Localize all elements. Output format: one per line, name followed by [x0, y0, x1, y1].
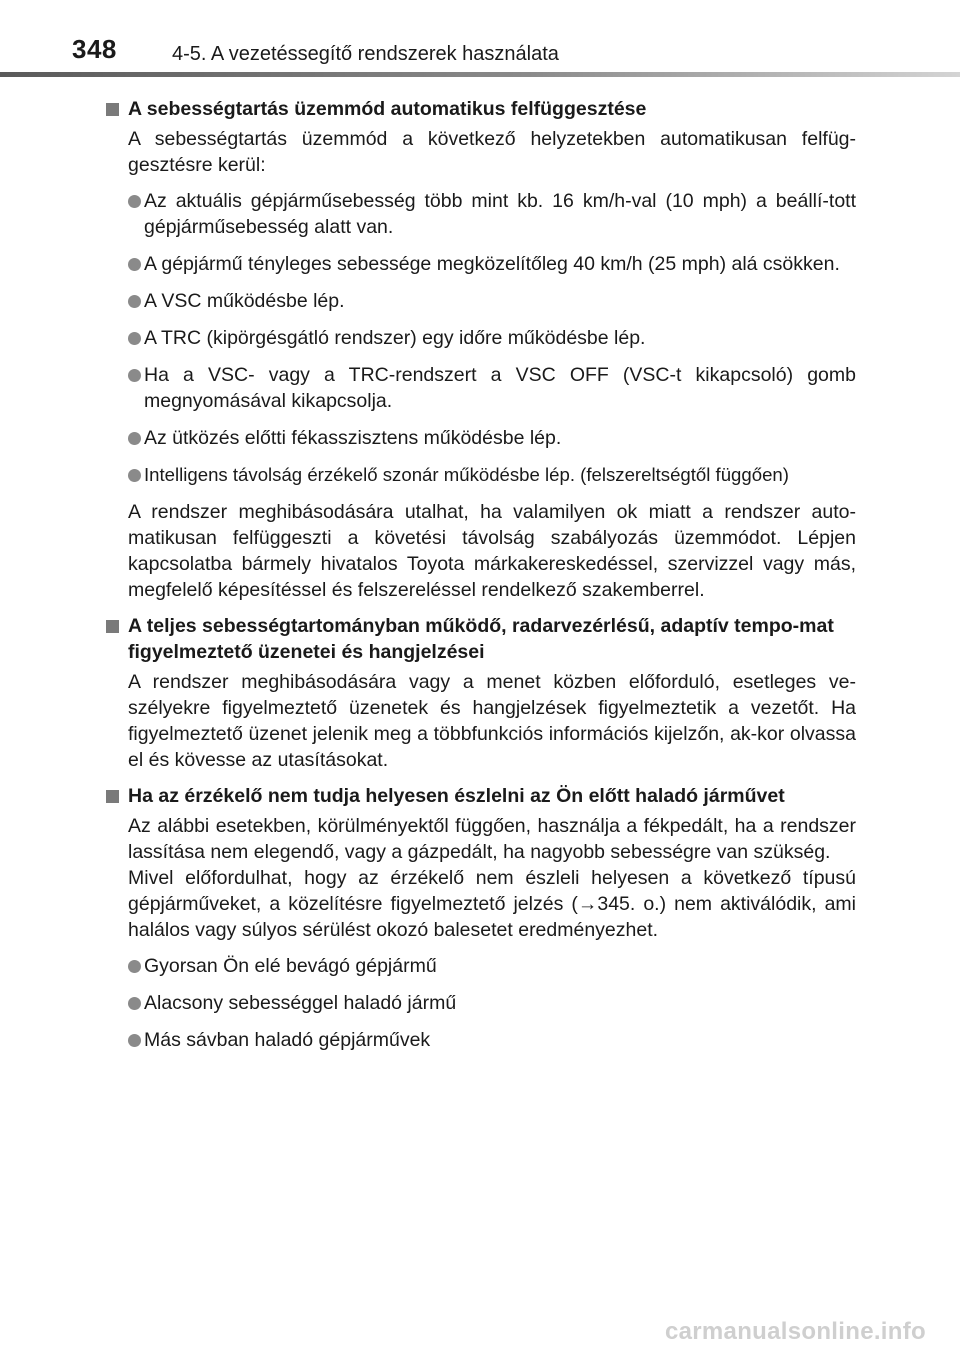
- round-bullet-icon: [128, 332, 141, 345]
- list-item: Gyorsan Ön elé bevágó gépjármű: [104, 953, 856, 979]
- round-bullet-icon: [128, 469, 141, 482]
- round-bullet-icon: [128, 960, 141, 973]
- list-item: A gépjármű tényleges sebessége megközelítőleg 40 km/h (25 mph) alá csökken.: [104, 251, 856, 277]
- round-bullet-icon: [128, 195, 141, 208]
- section-intro-continued: Mivel előfordulhat, hogy az érzékelő nem észleli helyesen a következő típusú gépjárműveket, a közelítésre figyelmeztető jelzés (→345. o.) nem aktiválódik, ami halálos vagy súlyos sérülést okozó balesetet eredményezhet.: [128, 867, 856, 941]
- page-number: 348: [72, 34, 117, 64]
- list-item: Az ütközés előtti fékasszisztens működésbe lép.: [104, 425, 856, 451]
- chapter-title: 4-5. A vezetéssegítő rendszerek használata: [172, 43, 559, 65]
- page-content: [104, 90, 856, 1064]
- round-bullet-icon: [128, 369, 141, 382]
- watermark: carmanualsonline.info: [664, 1318, 926, 1345]
- round-bullet-icon: [128, 295, 141, 308]
- section-intro: Az alábbi esetekben, körülményektől függően, használja a fékpedált, ha a rendszer lassítása nem elegendő, vagy a gázpedált, ha nagyobb sebességre van szükség.: [128, 815, 856, 863]
- list-item: Az aktuális gépjárműsebesség több mint kb. 16 km/h-val (10 mph) a beállí-tott gépjárműsebesség alatt van.: [104, 188, 856, 240]
- section-outro: A rendszer meghibásodására utalhat, ha valamilyen ok miatt a rendszer auto-matikusan felfüggeszti a követési távolság szabályozás üzemmódot. Lépjen kapcsolatba bármely hivatalos Toyota márkakereskedéssel, szervizzel vagy más, megfelelő képesítéssel és felszereléssel rendelkező szakemberrel.: [128, 501, 856, 601]
- round-bullet-icon: [128, 997, 141, 1010]
- list-item: Alacsony sebességgel haladó jármű: [104, 990, 856, 1016]
- page-header: [0, 0, 960, 80]
- section-title-auto-cancel: A sebességtartás üzemmód automatikus felfüggesztése: [104, 96, 856, 122]
- square-bullet-icon: [106, 103, 119, 116]
- list-item: A VSC működésbe lép.: [104, 288, 856, 314]
- round-bullet-icon: [128, 258, 141, 271]
- list-item: Intelligens távolság érzékelő szonár működésbe lép. (felszereltségtől függően): [104, 462, 856, 488]
- section-intro: A sebességtartás üzemmód a következő helyzetekben automatikusan felfüg-gesztésre kerül:: [128, 128, 856, 176]
- list-item: Más sávban haladó gépjárművek: [104, 1027, 856, 1053]
- section-title-sensor-detection: Ha az érzékelő nem tudja helyesen észlelni az Ön előtt haladó járművet: [104, 783, 856, 809]
- list-item: A TRC (kipörgésgátló rendszer) egy időre működésbe lép.: [104, 325, 856, 351]
- square-bullet-icon: [106, 790, 119, 803]
- round-bullet-icon: [128, 1034, 141, 1047]
- header-divider: [0, 72, 960, 77]
- list-item: Ha a VSC- vagy a TRC-rendszert a VSC OFF (VSC-t kikapcsoló) gomb megnyomásával kikapcsolja.: [104, 362, 856, 414]
- square-bullet-icon: [106, 620, 119, 633]
- section-title-warning-messages: A teljes sebességtartományban működő, radarvezérlésű, adaptív tempo-mat figyelmeztető üzenetei és hangjelzései: [104, 613, 856, 665]
- round-bullet-icon: [128, 432, 141, 445]
- section-intro: A rendszer meghibásodására vagy a menet közben előforduló, esetleges ve-szélyekre figyelmeztető üzenetek és hangjelzések figyelmeztetik a vezetőt. Ha figyelmeztető üzenet jelenik meg a többfunkciós információs kijelzőn, ak-kor olvassa el és kövesse az utasításokat.: [128, 671, 856, 771]
